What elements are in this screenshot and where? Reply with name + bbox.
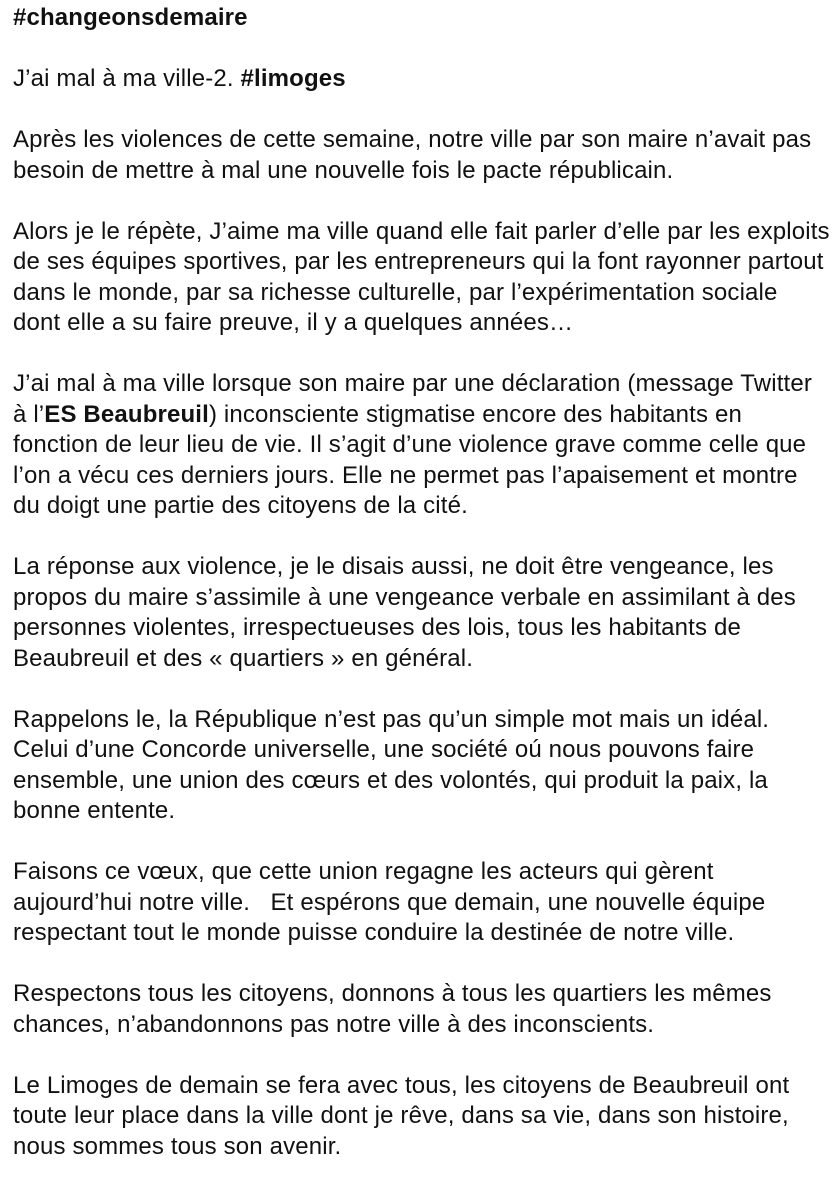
post-document xyxy=(13,3,837,1162)
paragraph-spacer xyxy=(13,1040,831,1071)
subtitle-text: J’ai mal à ma ville-2. xyxy=(13,65,241,92)
paragraph-spacer xyxy=(13,95,831,126)
paragraph-5: Rappelons le, la République n’est pas qu’un simple mot mais un idéal. Celui d’une Concorde universelle, une société oú nous pouvons faire ensemble, une union des cœurs et des volontés, qui produit la paix, la bonne entente. xyxy=(13,705,776,824)
paragraph-spacer xyxy=(13,949,831,980)
paragraph-spacer xyxy=(13,522,831,553)
paragraph-spacer xyxy=(13,674,831,705)
paragraph-spacer xyxy=(13,339,831,370)
paragraph-spacer xyxy=(13,186,831,217)
mention-es-beaubreuil[interactable]: ES Beaubreuil xyxy=(44,400,209,428)
paragraph-1: Après les violences de cette semaine, notre ville par son maire n’avait pas besoin de mettre à mal une nouvelle fois le pacte républicain. xyxy=(13,126,819,184)
paragraph-6: Faisons ce vœux, que cette union regagne les acteurs qui gèrent aujourd’hui notre ville. Et espérons que demain, une nouvelle équipe respectant tout le monde puisse conduire la destinée de notre ville. xyxy=(13,858,773,946)
paragraph-8: Le Limoges de demain se fera avec tous, les citoyens de Beaubreuil ont toute leur place dans la ville dont je rêve, dans sa vie, dans son histoire, nous sommes tous son avenir. xyxy=(13,1071,797,1160)
paragraph-4: La réponse aux violence, je le disais aussi, ne doit être vengeance, les propos du maire s’assimile à une vengeance verbale en assimilant à des personnes violentes, irrespectueuses des lois, tous les habitants de Beaubreuil et des « quartiers » en général. xyxy=(13,553,803,672)
paragraph-spacer xyxy=(13,34,831,65)
post-subtitle xyxy=(13,64,831,95)
paragraph-2: Alors je le répète, J’aime ma ville quand elle fait parler d’elle par les exploits de ses équipes sportives, par les entrepreneurs qui la font rayonner partout dans le monde, par sa richesse culturelle, par l’expérimentation sociale dont elle a su faire preuve, il y a quelques années… xyxy=(13,217,837,336)
paragraph-3 xyxy=(13,369,831,522)
subtitle-hashtag-limoges[interactable]: #limoges xyxy=(240,65,346,92)
paragraph-3-after: ) inconsciente stigmatise encore des habitants en fonction de leur lieu de vie. Il s’agit d’une violence grave comme celle que l’on a vécu ces derniers jours. Elle ne permet pas l’apaisement et montre du doigt une partie des citoyens de la cité. xyxy=(13,400,814,519)
paragraph-3-before: J’ai mal à ma ville lorsque son maire par une déclaration (message Twitter à l’ xyxy=(13,370,819,428)
paragraph-7: Respectons tous les citoyens, donnons à tous les quartiers les mêmes chances, n’abandonnons pas notre ville à des inconscients. xyxy=(13,980,779,1038)
paragraph-spacer xyxy=(13,827,831,858)
post-hashtag-title[interactable]: #changeonsdemaire xyxy=(13,4,248,31)
